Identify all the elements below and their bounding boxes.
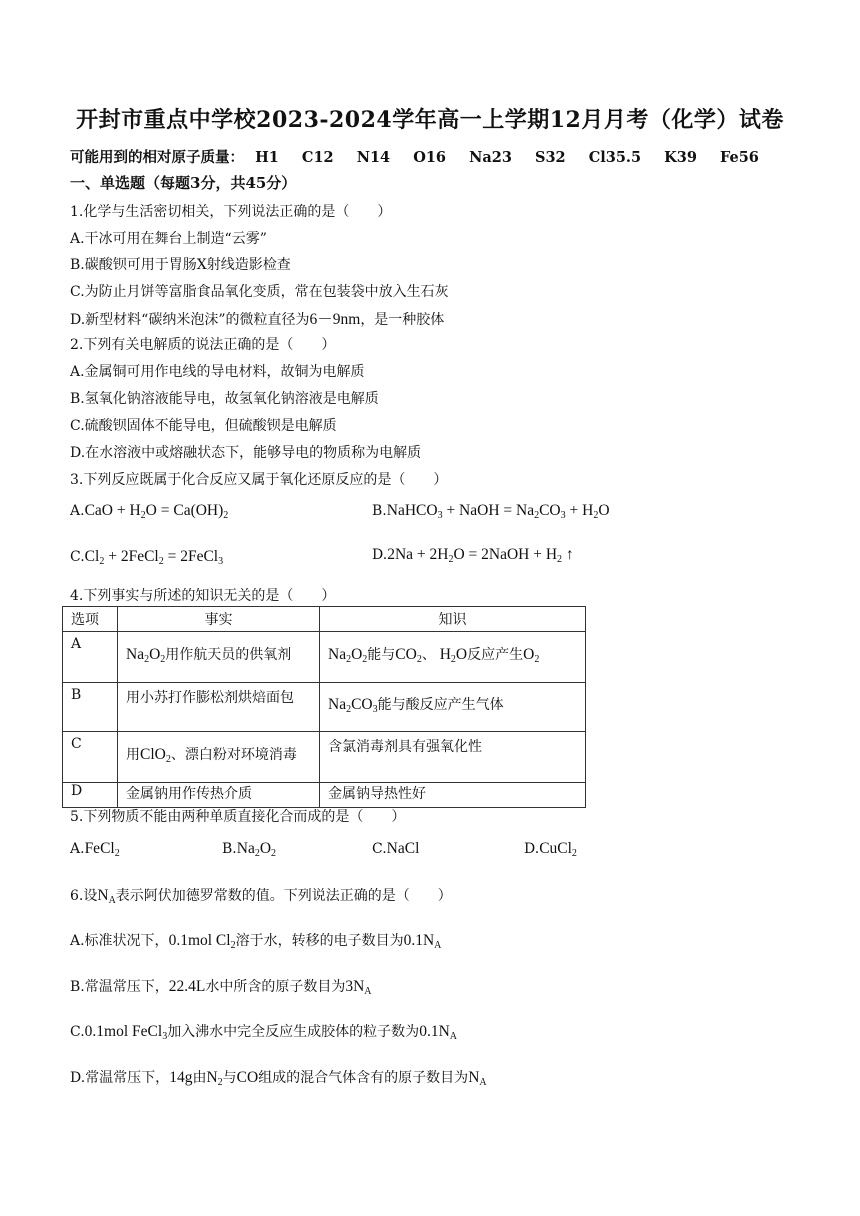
mass-na: Na23 bbox=[469, 149, 512, 166]
q5-a-formula: FeCl$_2$ bbox=[84, 840, 120, 859]
q4-header-fact: 事实 bbox=[118, 607, 320, 632]
q5-option-c bbox=[372, 840, 419, 858]
q1-d-text-end: ，是一种胶体 bbox=[360, 312, 445, 328]
section-heading: 一、单选题（每题3分，共45分） bbox=[70, 174, 297, 192]
q5-stem: 5.下列物质不能由两种单质直接化合而成的是（ ） bbox=[70, 809, 406, 825]
q3-option-d bbox=[372, 546, 574, 564]
q6-option-c: C.0.1mol FeCl$_3$加入沸水中完全反应生成胶体的粒子数为$0.1N_A$ bbox=[70, 1023, 457, 1042]
q4-header-knowledge: 知识 bbox=[320, 607, 586, 632]
q4-c-fact-suffix: 、漂白粉对环境消毒 bbox=[170, 747, 297, 763]
q4-c-knowledge: 含氯消毒剂具有强氧化性 bbox=[320, 732, 586, 783]
q4-c-fact: 用ClO$_2$、漂白粉对环境消毒 bbox=[118, 732, 320, 783]
q3-b-label: B. bbox=[372, 503, 387, 519]
mass-fe: Fe56 bbox=[719, 149, 759, 166]
q6-d-pre: D.常温常压下， bbox=[70, 1070, 170, 1086]
q5-a-label: A. bbox=[70, 841, 85, 857]
q4-b-fact: 用小苏打作膨松剂烘焙面包 bbox=[118, 683, 320, 732]
q2-stem: 2.下列有关电解质的说法正确的是（ ） bbox=[70, 337, 336, 353]
q1-d-formula: 6－9nm bbox=[309, 311, 361, 328]
q2-option-a: A.金属铜可用作电线的导电材料，故铜为电解质 bbox=[70, 364, 365, 380]
q6-stem-post: 表示阿伏加德罗常数的值。下列说法正确的是（ ） bbox=[115, 888, 452, 904]
q6-c-pre: C. bbox=[70, 1024, 85, 1040]
q6-option-b: B.常温常压下，22.4L水中所含的原子数目为$3N_A$ bbox=[70, 978, 372, 997]
q4-row-c bbox=[63, 732, 586, 783]
q3-c-equation: $Cl_2$ + 2FeCl$_2$ = 2FeCl$_3$ bbox=[84, 548, 224, 567]
mass-cl: Cl35.5 bbox=[588, 149, 642, 166]
q4-row-label: D bbox=[63, 783, 118, 808]
q5-option-d bbox=[524, 840, 577, 858]
q1-stem: 1.化学与生活密切相关，下列说法正确的是（ ） bbox=[70, 204, 392, 220]
q6-c-mid: 加入沸水中完全反应生成胶体的粒子数为 bbox=[167, 1024, 420, 1040]
q4-b-knowledge: $Na_2CO_3$能与酸反应产生气体 bbox=[320, 683, 586, 732]
mass-s: S32 bbox=[534, 149, 566, 166]
q4-row-a bbox=[63, 632, 586, 683]
q6-option-d: D.常温常压下，14g由$N_2$与CO组成的混合气体含有的原子数目为$N_A$ bbox=[70, 1069, 487, 1088]
mass-c: C12 bbox=[301, 149, 334, 166]
q1-option-a: A.干冰可用在舞台上制造“云雾” bbox=[70, 231, 267, 247]
q1-d-text: D.新型材料“碳纳米泡沫”的微粒直径为 bbox=[70, 312, 310, 328]
q1-option-c: C.为防止月饼等富脂食品氧化变质，常在包装袋中放入生石灰 bbox=[70, 284, 449, 300]
q6-d-mid: 由 bbox=[192, 1070, 207, 1086]
q3-a-label: A. bbox=[70, 503, 85, 519]
q5-b-label: B. bbox=[222, 841, 237, 857]
q4-d-fact: 金属钠用作传热介质 bbox=[118, 783, 320, 808]
q6-d-mid2: 与 bbox=[222, 1070, 237, 1086]
q5-c-label: C. bbox=[372, 841, 387, 857]
q5-option-a bbox=[70, 840, 120, 858]
q4-a-know-text2: 、 bbox=[421, 647, 436, 663]
q6-stem bbox=[70, 885, 452, 905]
q4-d-knowledge: 金属钠导热性好 bbox=[320, 783, 586, 808]
q4-c-fact-prefix: 用 bbox=[126, 747, 140, 763]
q3-b-equation: NaHCO$_3$ + NaOH = $Na_2CO_3 + H_2O$ bbox=[386, 502, 610, 521]
q2-option-b: B.氢氧化钠溶液能导电，故氢氧化钠溶液是电解质 bbox=[70, 391, 379, 407]
q4-row-d bbox=[63, 783, 586, 808]
q1-option-b: B.碳酸钡可用于胃肠X射线造影检查 bbox=[70, 257, 291, 273]
q6-b-pre: B.常温常压下， bbox=[70, 979, 169, 995]
q4-row-label: A bbox=[63, 632, 118, 683]
q4-a-fact-text: 用作航天员的供氧剂 bbox=[165, 647, 292, 663]
mass-k: K39 bbox=[664, 149, 697, 166]
mass-n: N14 bbox=[356, 149, 391, 166]
atomic-masses bbox=[70, 146, 777, 167]
mass-h: H1 bbox=[255, 149, 279, 166]
q5-option-b bbox=[222, 840, 276, 858]
q4-a-know-text3: 反应产生 bbox=[467, 647, 524, 663]
mass-o: O16 bbox=[413, 149, 447, 166]
q2-option-c: C.硫酸钡固体不能导电，但硫酸钡是电解质 bbox=[70, 418, 337, 434]
q4-b-know-text: 能与酸反应产生气体 bbox=[377, 697, 504, 713]
q3-d-label: D. bbox=[372, 547, 388, 563]
q6-a-mid: 溶于水，转移的电子数目为 bbox=[235, 933, 404, 949]
q3-c-label: C. bbox=[70, 549, 85, 565]
q4-header-row bbox=[63, 607, 586, 632]
q6-a-pre: A.标准状况下， bbox=[70, 933, 169, 949]
q4-a-fact: $Na_2O_2$用作航天员的供氧剂 bbox=[118, 632, 320, 683]
q6-stem-pre: 6.设 bbox=[70, 888, 98, 904]
q4-header-option: 选项 bbox=[63, 607, 118, 632]
q6-option-a: A.标准状况下，0.1mol $Cl_2$溶于水，转移的电子数目为$0.1N_A$ bbox=[70, 932, 442, 951]
q5-d-label: D. bbox=[524, 841, 540, 857]
q4-row-label: C bbox=[63, 732, 118, 783]
q4-a-knowledge: $Na_2O_2$能与$CO_2$、 $H_2O$反应产生$O_2$ bbox=[320, 632, 586, 683]
q6-d-mid3: 组成的混合气体含有的原子数目为 bbox=[258, 1070, 469, 1086]
q3-option-c bbox=[70, 548, 223, 566]
q6-na-symbol: $N_A$ bbox=[97, 887, 116, 906]
q5-c-formula: NaCl bbox=[386, 840, 420, 857]
q2-option-d: D.在水溶液中或熔融状态下，能够导电的物质称为电解质 bbox=[70, 445, 422, 461]
q4-row-label: B bbox=[63, 683, 118, 732]
q4-stem: 4.下列事实与所述的知识无关的是（ ） bbox=[70, 588, 336, 604]
q6-b-mid: 水中所含的原子数目为 bbox=[205, 979, 346, 995]
q3-option-a bbox=[70, 502, 228, 520]
q3-stem: 3.下列反应既属于化合反应又属于氧化还原反应的是（ ） bbox=[70, 472, 448, 488]
q5-b-formula: $Na_2O_2$ bbox=[236, 840, 277, 859]
atomic-masses-label: 可能用到的相对原子质量： bbox=[70, 149, 244, 166]
q4-a-know-text1: 能与 bbox=[367, 647, 396, 663]
q4-row-b bbox=[63, 683, 586, 732]
q4-table bbox=[62, 606, 586, 808]
q3-d-equation: $2Na + 2H_2O$ = 2NaOH + $H_2$ ↑ bbox=[387, 546, 574, 565]
exam-title: 开封市重点中学校2023-2024学年高一上学期12月月考（化学）试卷 bbox=[76, 107, 784, 133]
q3-option-b bbox=[372, 502, 610, 520]
q1-option-d bbox=[70, 307, 444, 329]
q3-a-equation: CaO + $H_2O = Ca(OH)_2$ bbox=[84, 502, 229, 521]
q5-d-formula: CuCl$_2$ bbox=[539, 840, 577, 859]
